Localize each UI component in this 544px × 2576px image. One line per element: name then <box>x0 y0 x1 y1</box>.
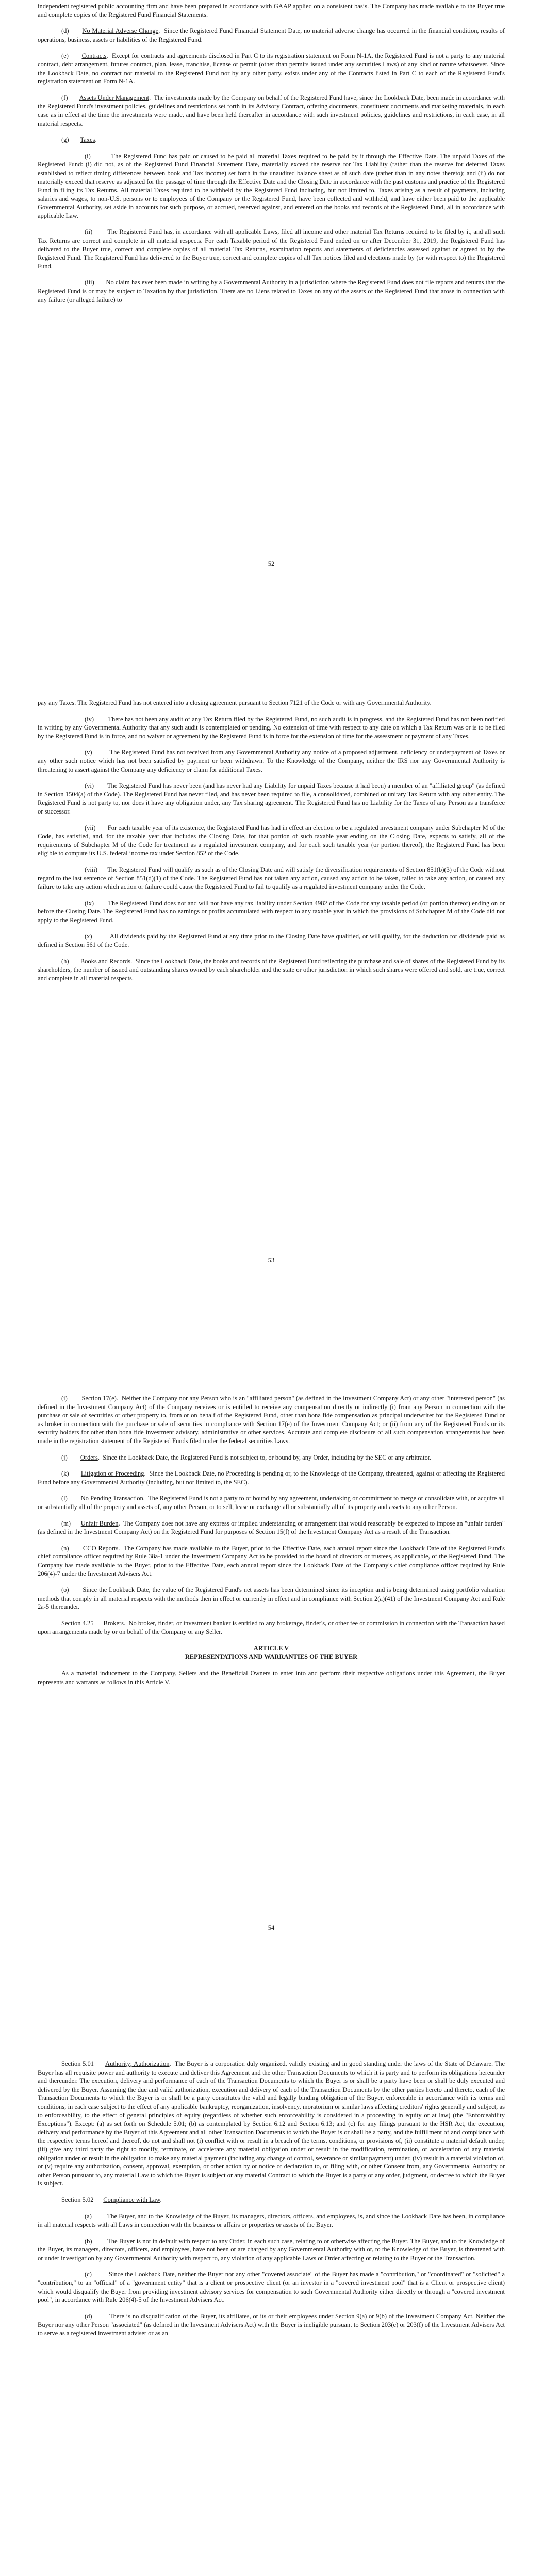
paragraph <box>38 228 505 270</box>
clause-label: (vii) <box>85 824 96 832</box>
page-55 <box>38 2060 505 2346</box>
article-number: ARTICLE V <box>253 1645 289 1652</box>
paragraph: (m) Unfair Burden. The Company does not have any express or implied understanding or arrangement that would reasonably be expected to impose an "unfair burden" (as defined in the Investment Company Act) on the Registered Fund for purposes of Section 15(f) of the Investment Company Act as a result of the Transaction. <box>38 1519 505 1536</box>
clause-label: (a) <box>85 2212 92 2220</box>
clause-label: (g) <box>61 136 69 144</box>
paragraph-text: The Company does not have any express or implied understanding or arrangement that would reasonably be expected to impose an "unfair burden" (as defined in the Investment Company Act) on the Registered Fund for purposes of Section 15(f) of the Investment Company Act as a result of the Transaction. <box>38 1519 505 1536</box>
paragraph <box>38 699 505 707</box>
paragraph-text: Since the Registered Fund Financial Statement Date, no material adverse change has occurred in the financial condition, results of operations, business, assets or liabilities of the Registered Fund. <box>38 27 505 43</box>
clause-heading: No Pending Transaction <box>80 1495 143 1502</box>
clause-label: Section 5.02 <box>61 2196 94 2204</box>
clause-label: (l) <box>61 1495 68 1502</box>
clause-heading: Litigation or Proceeding <box>80 1470 144 1478</box>
clause-label: (h) <box>61 957 69 965</box>
clause-label: (j) <box>61 1453 68 1461</box>
article-title: REPRESENTATIONS AND WARRANTIES OF THE BUYER <box>185 1653 358 1661</box>
paragraph-text: For each taxable year of its existence, the Registered Fund has had in effect an election to be a regulated investment company under Subchapter M of the Code, has satisfied, and, for the taxable year that includes the Closing Date, for that portion of such taxable year ending on the Closing Date, expects to satisfy, all of the requirements of Subchapter M of the Code for treatment as a regulated investment company, and for each such taxable year (or portion thereof), the Registered Fund has been eligible to compute its U.S. federal income tax under Section 852 of the Code. <box>38 824 505 857</box>
clause-label: Section 5.01 <box>61 2060 94 2067</box>
clause-heading: Section 17(e) <box>81 1395 117 1402</box>
clause-label: (d) <box>85 2312 92 2320</box>
clause-label: Section 4.25 <box>61 1619 94 1627</box>
paragraph <box>38 899 505 925</box>
clause-heading: Taxes <box>80 136 95 144</box>
clause-label: (i) <box>85 152 91 160</box>
paragraph <box>38 824 505 858</box>
paragraph: (i) Section 17(e). Neither the Company nor any Person who is an "affiliated person" (as defined in the Investment Company Act) or any other "interested person" (as defined in the Investment Company Act) of the Company receives or is entitled to receive any compensation directly or indirectly (i) from any Person in connection with the purchase or sale of securities or other property to, from or on behalf of the Registered Fund, other than bona fide compensation as principal underwriter for the Registered Fund or as broker in connection with the purchase or sale of securities in compliance with Section 17(e) of the Investment Company Act; or (ii) from any of the Registered Funds or its security holders for other than bona fide investment advisory, administrative or other services. Accurate and complete disclosure of all such compensation arrangements has been made in the registration statement of the Registered Funds filed under the federal securities Laws. <box>38 1395 505 1445</box>
clause-heading: Authority; Authorization <box>105 2060 170 2067</box>
clause-label: (iii) <box>85 279 94 286</box>
paragraph: Section 5.01 Authority; Authorization. The Buyer is a corporation duly organized, validly existing and in good standing under the laws of the State of Delaware. The Buyer has all requisite power and authority to execute and deliver this Agreement and the other Transaction Documents to which it is party and to perform its obligations hereunder and thereunder. The execution, delivery and performance of each of the Transaction Documents to which the Buyer is or shall be a party have been or shall be duly executed and delivered by the Buyer. Assuming the due and valid authorization, execution and delivery of each of the Transaction Documents by the other parties hereto and thereto, each of the Transaction Documents to which the Buyer is or shall be a party constitutes the valid and legally binding obligation of the Buyer, enforceable in accordance with its terms and conditions, in each case subject to the effect of any applicable bankruptcy, reorganization, insolvency, moratorium or similar laws affecting creditors' rights generally and subject, as to enforceability, to the effect of general principles of equity (regardless of whether such enforceability is considered in a proceeding in equity or at law) (the "Enforceability Exceptions"). Except: (a) as set forth on Schedule 5.01; (b) as contemplated by Section 6.12 and Section 6.13; and (c) for any filings pursuant to the HSR Act, the execution, delivery and performance by the Buyer of this Agreement and all other Transaction Documents to which the Buyer is or shall be a party, and the fulfillment of and compliance with the respective terms hereof and thereof, do not and shall not (i) conflict with or result in a breach of the terms, conditions, or provisions of, (ii) constitute a material default under, (iii) give any third party the right to modify, terminate, or accelerate any material obligation under or result in the modification, termination, or acceleration of any material obligation under or result in the obligation to make any material payment (including any change of control, severance or similar payment) under, (iv) result in a material violation of, or (v) require any authorization, consent, approval, exemption, or other action by or notice or declaration to, or filing with, or other Consent from, any Governmental Authority or other Person pursuant to, any material Law to which the Buyer is subject or any material Contract to which the Buyer is a party or any order, judgment, or decree to which the Buyer is subject. <box>38 2060 505 2188</box>
paragraph <box>38 782 505 816</box>
page-number: 52 <box>268 560 275 567</box>
clause-label: (c) <box>85 2270 92 2278</box>
clause-heading: Brokers <box>103 1619 124 1627</box>
paragraph <box>38 1586 505 1612</box>
paragraph-text: There is no disqualification of the Buyer, its affiliates, or its or their employees under Section 9(a) or 9(b) of the Investment Company Act. Neither the Buyer nor any other Person "associated" (as defined in the Investment Advisers Act) with the Buyer is ineligible pursuant to Section 203(e) or 203(f) of the Investment Advisers Act to serve as a registered investment adviser or as an <box>38 2312 505 2337</box>
paragraph-text: The Registered Fund has, in accordance with all applicable Laws, filed all income and other material Tax Returns required to be filed by it, and all such Tax Returns are correct and complete in all material respects. For each Taxable period of the Registered Fund ended on or after December 31, 2019, the Registered Fund has delivered to the Buyer true, correct and complete copies of all material Tax Returns, examination reports and statements of deficiencies assessed against or agreed to by the Registered Fund. The Registered Fund has delivered to the Buyer true, correct and complete copies of all Tax notices filed and elections made by (or with respect to) the Registered Fund. <box>38 228 505 270</box>
clause-label: (n) <box>61 1544 69 1552</box>
paragraph: (g) Taxes. <box>61 136 97 144</box>
clause-heading: Orders <box>80 1453 98 1461</box>
clause-label: (vi) <box>85 782 94 790</box>
paragraph-text: Neither the Company nor any Person who is an "affiliated person" (as defined in the Investment Company Act) or any other "interested person" (as defined in the Investment Company Act) of the Company receives or is entitled to receive any compensation directly or indirectly (i) from any Person in connection with the purchase or sale of securities or other property to, from or on behalf of the Registered Fund, other than bona fide compensation as principal underwriter for the Registered Fund or as broker in connection with the purchase or sale of securities in compliance with Section 17(e) of the Investment Company Act; or (ii) from any of the Registered Funds or its security holders for other than bona fide investment advisory, administrative or other services. Accurate and complete disclosure of all such compensation arrangements has been made in the registration statement of the Registered Funds filed under the federal securities Laws. <box>38 1395 505 1445</box>
paragraph: (f) Assets Under Management. The investments made by the Company on behalf of the Registered Fund have, since the Lookback Date, been made in accordance with the Registered Fund's investment policies, guidelines and restrictions set forth in its Advisory Contract, offering documents, constituent documents and marketing materials, in each case as in effect at the time the investments were made, and have been held thereafter in accordance with such investment policies, guidelines and restrictions, in each case, in all material respects. <box>38 94 505 127</box>
paragraph-text: The Company has made available to the Buyer, prior to the Effective Date, each annual report since the Lookback Date of the Registered Fund's chief compliance officer required by Rule 38a-1 under the Investment Company Act to be provided to the board of directors or trustees, as applicable, of the Registered Fund. The Company has made available to the Buyer, prior to the Effective Date, each annual report since the Lookback Date of the Company's chief compliance officer required by Rule 206(4)-7 under the Investment Advisers Act. <box>38 1544 505 1578</box>
paragraph-text: The Registered Fund does not and will not have any tax liability under Section 4982 of the Code for any taxable period (or portion thereof) ending on or before the Closing Date. The Registered Fund has no earnings or profits accumulated with respect to any taxable year in which the provisions of Subchapter M of the Code did not apply to the Registered Fund. <box>38 899 505 924</box>
paragraph-text: No claim has ever been made in writing by a Governmental Authority in a jurisdiction where the Registered Fund does not file reports and returns that the Registered Fund is or may be subject to Taxation by that jurisdiction. There are no Liens related to Taxes on any of the assets of the Registered Fund that arose in connection with any failure (or alleged failure) to <box>38 279 505 303</box>
paragraph: (l) No Pending Transaction. The Registered Fund is not a party to or bound by any agreement, undertaking or commitment to merge or consolidate with, or acquire all or substantially all of the property and assets of, any other Person, or to sell, lease or exchange all or substantially all of its property and assets to any other Person. <box>38 1495 505 1511</box>
clause-label: (f) <box>61 94 68 101</box>
paragraph-text: Since the Lookback Date, the books and records of the Registered Fund reflecting the purchase and sale of shares of the Registered Fund by its shareholders, the number of issued and outstanding shares owned by each shareholder and the state or other jurisdiction in which such shares were offered and sold, are true, correct and complete in all material respects. <box>38 957 505 982</box>
clause-label: (ii) <box>85 228 93 236</box>
paragraph <box>38 2 505 19</box>
clause-label: (d) <box>61 27 69 35</box>
paragraph-text: The Registered Fund will qualify as such as of the Closing Date and will satisfy the diversification requirements of Section 851(b)(3) of the Code without regard to the last sentence of Section 851(d)(1) of the Code. The Registered Fund has not taken any action, caused any action to be taken, failed to take any action, or caused any failure to take any action which action or failure could cause the Registered Fund to fail to qualify as a regulated investment company under the Code. <box>38 866 505 891</box>
clause-label: (viii) <box>85 866 97 873</box>
paragraph-text: The Buyer is a corporation duly organized, validly existing and in good standing under the laws of the State of Delaware. The Buyer has all requisite power and authority to execute and deliver this Agreement and the other Transaction Documents to which it is party and to perform its obligations hereunder and thereunder. The execution, delivery and performance of each of the Transaction Documents to which the Buyer is or shall be a party have been or shall be duly executed and delivered by the Buyer. Assuming the due and valid authorization, execution and delivery of each of the Transaction Documents by the other parties hereto and thereto, each of the Transaction Documents to which the Buyer is or shall be a party constitutes the valid and legally binding obligation of the Buyer, enforceable in accordance with its terms and conditions, in each case subject to the effect of any applicable bankruptcy, reorganization, insolvency, moratorium or similar laws affecting creditors' rights generally and subject, as to enforceability, to the effect of general principles of equity (regardless of whether such enforceability is considered in a proceeding in equity or at law) (the "Enforceability Exceptions"). Except: (a) as set forth on Schedule 5.01; (b) as contemplated by Section 6.12 and Section 6.13; and (c) for any filings pursuant to the HSR Act, the execution, delivery and performance by the Buyer of this Agreement and all other Transaction Documents to which the Buyer is or shall be a party, and the fulfillment of and compliance with the respective terms hereof and thereof, do not and shall not (i) conflict with or result in a breach of the terms, conditions, or provisions of, (ii) constitute a material default under, (iii) give any third party the right to modify, terminate, or accelerate any material obligation under or result in the modification, termination, or acceleration of any material obligation under or result in the obligation to make any material payment (including any change of control, severance or similar payment) under, (iv) result in a material violation of, or (v) require any authorization, consent, approval, exemption, or other action by or notice or declaration to, or filing with, or other Consent from, any Governmental Authority or other Person pursuant to, any material Law to which the Buyer is subject or any material Contract to which the Buyer is a party or any order, judgment, or decree to which the Buyer is subject. <box>38 2060 505 2188</box>
paragraph <box>38 278 505 304</box>
clause-label: (v) <box>85 749 92 756</box>
paragraph <box>38 715 505 741</box>
paragraph: (j) Orders. Since the Lookback Date, the Registered Fund is not subject to, or bound by, any Order, including by the SEC or any arbitrator. <box>61 1453 432 1461</box>
paragraph: (n) CCO Reports. The Company has made available to the Buyer, prior to the Effective Date, each annual report since the Lookback Date of the Registered Fund's chief compliance officer required by Rule 38a-1 under the Investment Company Act to be provided to the board of directors or trustees, as applicable, of the Registered Fund. The Company has made available to the Buyer, prior to the Effective Date, each annual report since the Lookback Date of the Company's chief compliance officer required by Rule 206(4)-7 under the Investment Advisers Act. <box>38 1544 505 1578</box>
paragraph: Section 5.02 Compliance with Law. <box>61 2196 162 2204</box>
clause-label: (k) <box>61 1470 69 1478</box>
paragraph: (d) No Material Adverse Change. Since the Registered Fund Financial Statement Date, no material adverse change has occurred in the financial condition, results of operations, business, assets or liabilities of the Registered Fund. <box>38 27 505 43</box>
paragraph <box>38 2312 505 2338</box>
paragraph-text: The Registered Fund has never been (and has never had any Liability for unpaid Taxes because it had been) a member of an "affiliated group" (as defined in Section 1504(a) of the Code). The Registered Fund has never filed, and has never been required to file, a consolidated, combined or unitary Tax Return with any other entity. The Registered Fund is not party to, nor does it have any obligation under, any Tax sharing agreement. The Registered Fund has no Liability for the Taxes of any Person as a transferee or successor. <box>38 782 505 815</box>
paragraph-text: Since the Lookback Date, the value of the Registered Fund's net assets has been determined since its inception and is being determined using portfolio valuation methods that comply in all material respects with the methods then in effect or currently in effect and in compliance with Section 2(a)(41) of the Investment Company Act and Rule 2a-5 thereunder. <box>38 1586 505 1611</box>
paragraph-text: pay any Taxes. The Registered Fund has not entered into a closing agreement pursuant to Section 7121 of the Code or with any Governmental Authority. <box>38 699 432 706</box>
clause-label: (o) <box>61 1586 69 1594</box>
page-53 <box>38 699 505 990</box>
paragraph <box>38 1669 505 1686</box>
clause-heading: Assets Under Management <box>79 94 150 101</box>
clause-label: (b) <box>85 2237 92 2245</box>
clause-label: (m) <box>61 1519 71 1527</box>
clause-heading: CCO Reports <box>83 1544 119 1552</box>
paragraph <box>38 2237 505 2263</box>
paragraph-text: The investments made by the Company on behalf of the Registered Fund have, since the Lookback Date, been made in accordance with the Registered Fund's investment policies, guidelines and restrictions set forth in its Advisory Contract, offering documents, constituent documents and marketing materials, in each case as in effect at the time the investments were made, and have been held thereafter in accordance with such investment policies, guidelines and restrictions, in each case, in all material respects. <box>38 94 505 127</box>
paragraph: (k) Litigation or Proceeding. Since the Lookback Date, no Proceeding is pending or, to the Knowledge of the Company, threatened, against or affecting the Registered Fund before any Governmental Authority (including, but not limited to, the SEC). <box>38 1470 505 1486</box>
paragraph: Section 4.25 Brokers. No broker, finder, or investment banker is entitled to any brokerage, finder's, or other fee or commission in connection with the Transaction based upon arrangements made by or on behalf of the Company or any Seller. <box>38 1619 505 1636</box>
clause-heading: Books and Records <box>80 957 131 965</box>
paragraph-text: independent registered public accounting firm and have been prepared in accordance with GAAP applied on a consistent basis. The Company has made available to the Buyer true and complete copies of the Registered Fund Financial Statements. <box>38 3 505 19</box>
paragraph-text: The Registered Fund is not a party to or bound by any agreement, undertaking or commitment to merge or consolidate with, or acquire all or substantially all of the property and assets of, any other Person, or to sell, lease or exchange all or substantially all of its property and assets to any other Person. <box>38 1495 505 1511</box>
clause-label: (iv) <box>85 715 94 723</box>
paragraph <box>38 152 505 221</box>
paragraph-text: As a material inducement to the Company, Sellers and the Beneficial Owners to enter into and perform their respective obligations under this Agreement, the Buyer represents and warrants as follows in this Article V. <box>38 1670 505 1686</box>
paragraph <box>38 932 505 949</box>
paragraph-text: There has not been any audit of any Tax Return filed by the Registered Fund, no such audit is in progress, and the Registered Fund has not been notified in writing by any Governmental Authority that any such audit is contemplated or pending. No extension of time with respect to any date on which a Tax Return was or is to be filed by the Registered Fund is in force, and no waiver or agreement by the Registered Fund is in force for the extension of time for the assessment or payment of any Taxes. <box>38 715 505 740</box>
paragraph-text: The Registered Fund has not received from any Governmental Authority any notice of a proposed adjustment, deficiency or underpayment of Taxes or any other such notice which has not been satisfied by payment or been withdrawn. To the Knowledge of the Company, neither the IRS nor any Governmental Authority is threatening to assert against the Company any deficiency or claim for additional Taxes. <box>38 749 505 773</box>
paragraph-text: The Buyer, and to the Knowledge of the Buyer, its managers, directors, officers, and employees, is, and since the Lookback Date has been, in compliance in all material respects with all Laws in connection with the business or affairs or properties or assets of the Buyer. <box>38 2212 505 2229</box>
paragraph: (e) Contracts. Except for contracts and agreements disclosed in Part C to its registration statement on Form N-1A, the Registered Fund is not a party to any material contract, debt arrangement, futures contract, plan, lease, franchise, license or permit (other than permits issued under any securities Laws) of any kind or nature whatsoever. Since the Lookback Date, no contract not material to the Registered Fund nor by any other party, exists under any of the Contracts listed in Part C to each of the Registered Fund's registration statement on Form N-1A. <box>38 52 505 86</box>
page-number: 53 <box>268 1257 275 1264</box>
paragraph <box>38 748 505 774</box>
page-52 <box>38 2 505 312</box>
clause-heading: Contracts <box>81 52 107 60</box>
clause-heading: No Material Adverse Change <box>82 27 159 35</box>
clause-heading: Compliance with Law <box>103 2196 160 2204</box>
paragraph-text: Since the Lookback Date, no Proceeding is pending or, to the Knowledge of the Company, threatened, against or affecting the Registered Fund before any Governmental Authority (including, but not limited to, the SEC). <box>38 1470 505 1486</box>
clause-label: (i) <box>61 1395 68 1402</box>
paragraph <box>38 2270 505 2304</box>
paragraph <box>38 866 505 891</box>
clause-label: (e) <box>61 52 69 60</box>
clause-heading: Unfair Burden <box>80 1519 119 1527</box>
paragraph-text: All dividends paid by the Registered Fund at any time prior to the Closing Date have qualified, or will qualify, for the deduction for dividends paid as defined in Section 561 of the Code. <box>38 933 505 949</box>
paragraph-text: No broker, finder, or investment banker is entitled to any brokerage, finder's, or other fee or commission in connection with the Transaction based upon arrangements made by or on behalf of the Company or any Seller. <box>38 1619 505 1636</box>
page-54 <box>38 1394 505 1694</box>
paragraph-text: The Registered Fund has paid or caused to be paid all material Taxes required to be paid by it through the Effective Date. The unpaid Taxes of the Registered Fund: (i) did not, as of the Registered Fund Financial Statement Date, materially exceed the reserve for Tax Liability (rather than the reserve for deferred Taxes established to reflect timing differences between book and Tax income) set forth in the unaudited balance sheet as of such date (rather than in any notes thereto); and (ii) do not materially exceed that reserve as adjusted for the passage of time through the Effective Date and the Closing Date in accordance with the past customs and practice of the Registered Fund in filing its Tax Returns. All material Taxes required to be withheld by the Registered Fund including, but not limited to, Taxes arising as a result of payments, including salaries and wages, to non-U.S. persons or to employees of the Company or the Registered Fund, have been collected and withheld, and have either been paid to the applicable Governmental Authority, set aside in accounts for such purpose, or accrued, reserved against, and entered on the books and records of the Registered Fund, all in accordance with applicable Law. <box>38 152 505 219</box>
paragraph: (h) Books and Records. Since the Lookback Date, the books and records of the Registered Fund reflecting the purchase and sale of shares of the Registered Fund by its shareholders, the number of issued and outstanding shares owned by each shareholder and the state or other jurisdiction in which such shares were offered and sold, are true, correct and complete in all material respects. <box>38 957 505 982</box>
clause-label: (ix) <box>85 899 94 907</box>
page-number: 54 <box>268 1924 275 1931</box>
clause-label: (x) <box>85 933 92 940</box>
paragraph-text: Since the Lookback Date, neither the Buyer nor any other "covered associate" of the Buyer has made a "contribution," or "coordinated" or "solicited" a "contribution," to an "official" of a "government entity" that is a client or prospective client (or an investor in a "covered investment pool" that is a Client or prospective client) which would disqualify the Buyer from providing investment advisory services for compensation to such Governmental Authority either directly or through a "covered investment pool", in accordance with Rule 206(4)-5 of the Investment Advisers Act. <box>38 2270 505 2304</box>
paragraph-text: Since the Lookback Date, the Registered Fund is not subject to, or bound by, any Order, including by the SEC or any arbitrator. <box>103 1453 432 1461</box>
paragraph <box>38 2212 505 2229</box>
paragraph-text: The Buyer is not in default with respect to any Order, in each such case, relating to or otherwise affecting the Buyer. The Buyer, and to the Knowledge of the Buyer, its managers, directors, officers, and employees, have not been or are charged by any Governmental Authority with or, to the Knowledge of the Buyer, is threatened with or under investigation by any Governmental Authority with respect to, any violation of any applicable Laws or Order affecting or relating to the Buyer or the Transaction. <box>38 2237 505 2262</box>
paragraph-text: Except for contracts and agreements disclosed in Part C to its registration statement on Form N-1A, the Registered Fund is not a party to any material contract, debt arrangement, futures contract, plan, lease, franchise, license or permit (other than permits issued under any securities Laws) of any kind or nature whatsoever. Since the Lookback Date, no contract not material to the Registered Fund nor by any other party, exists under any of the Contracts listed in Part C to each of the Registered Fund's registration statement on Form N-1A. <box>38 52 505 86</box>
